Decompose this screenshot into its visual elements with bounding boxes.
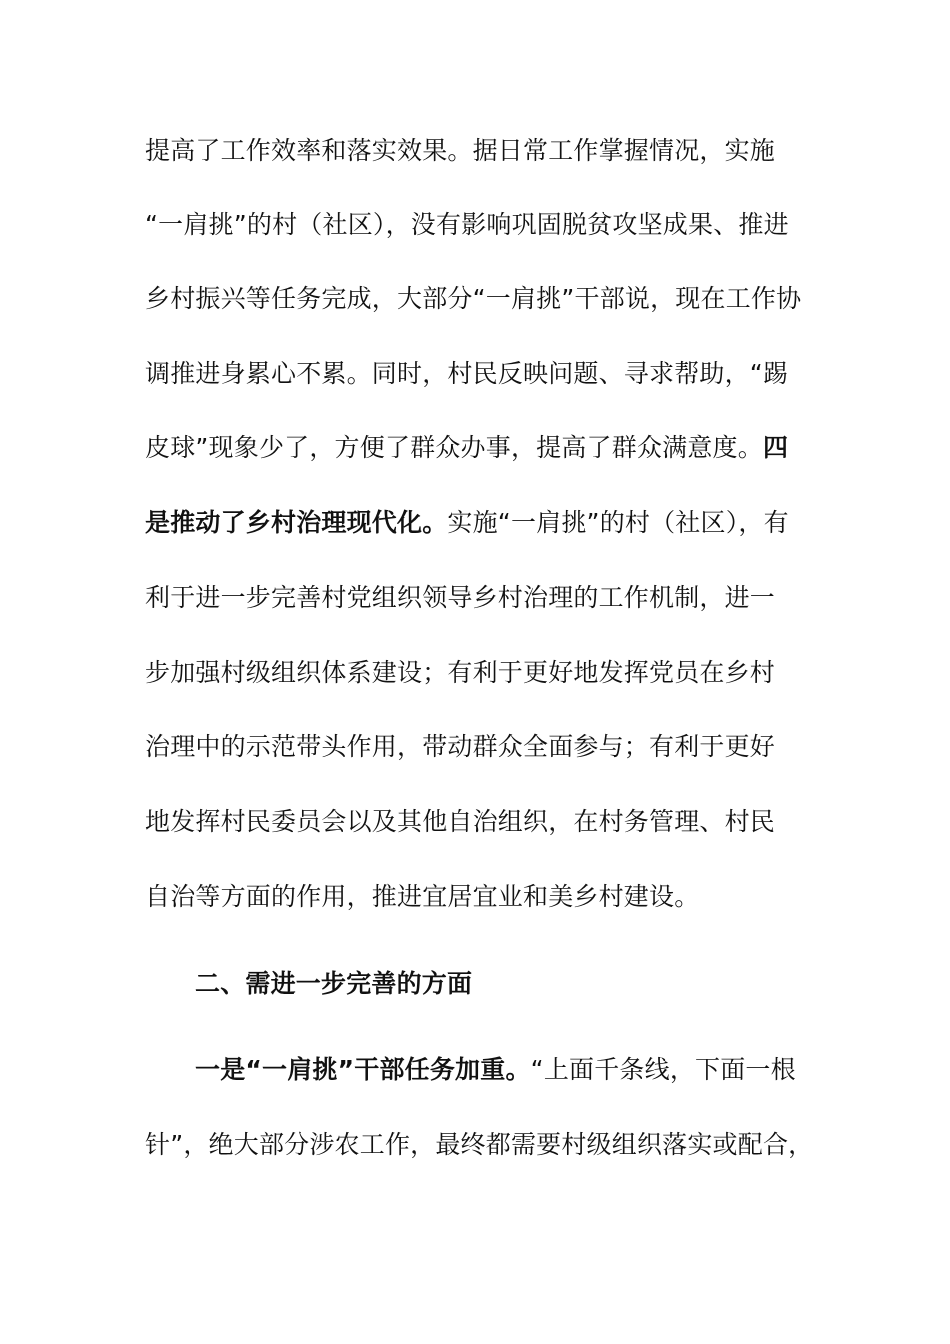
text-run: 步加强村级组织体系建设；有利于更好地发挥党员在乡村 (145, 658, 776, 687)
paragraph-line (145, 354, 825, 394)
text-run: 利于进一步完善村党组织领导乡村治理的工作机制，进一 (145, 583, 776, 612)
text-run: 自治等方面的作用，推进宜居宜业和美乡村建设。 (145, 882, 700, 911)
text-run: 提高了工作效率和落实效果。据日常工作掌握情况，实施 (145, 136, 776, 165)
bold-text-run: 二、需进一步完善的方面 (195, 969, 473, 998)
text-run: “一肩挑”的村（社区），没有影响巩固脱贫攻坚成果、推进 (145, 210, 789, 239)
paragraph-line (145, 877, 825, 917)
paragraph-line (145, 802, 825, 842)
paragraph-line (145, 1125, 825, 1165)
paragraph-line (195, 1050, 875, 1090)
paragraph-line (145, 205, 825, 245)
bold-text-run: 一是“一肩挑”干部任务加重。 (195, 1055, 531, 1084)
text-run: 乡村振兴等任务完成，大部分“一肩挑”干部说，现在工作协 (145, 284, 802, 313)
bold-text-run: 是推动了乡村治理现代化。 (145, 508, 448, 537)
section-heading (195, 964, 875, 1004)
text-run: 治理中的示范带头作用，带动群众全面参与；有利于更好 (145, 732, 776, 761)
paragraph-line (145, 279, 825, 319)
text-run: 地发挥村民委员会以及其他自治组织，在村务管理、村民 (145, 807, 776, 836)
paragraph-line (145, 503, 825, 543)
text-run: 调推进身累心不累。同时，村民反映问题、寻求帮助，“踢 (145, 359, 789, 388)
paragraph-line (145, 131, 825, 171)
text-run: 皮球”现象少了，方便了群众办事，提高了群众满意度。 (145, 433, 763, 462)
text-run: 实施“一肩挑”的村（社区），有 (447, 508, 789, 537)
paragraph-line (145, 653, 825, 693)
text-run: “上面千条线，下面一根 (530, 1055, 796, 1084)
text-run: 针”，绝大部分涉农工作，最终都需要村级组织落实或配合， (145, 1130, 814, 1159)
paragraph-line (145, 428, 825, 468)
paragraph-line (145, 727, 825, 767)
paragraph-line (145, 578, 825, 618)
bold-text-run: 四 (762, 433, 789, 462)
